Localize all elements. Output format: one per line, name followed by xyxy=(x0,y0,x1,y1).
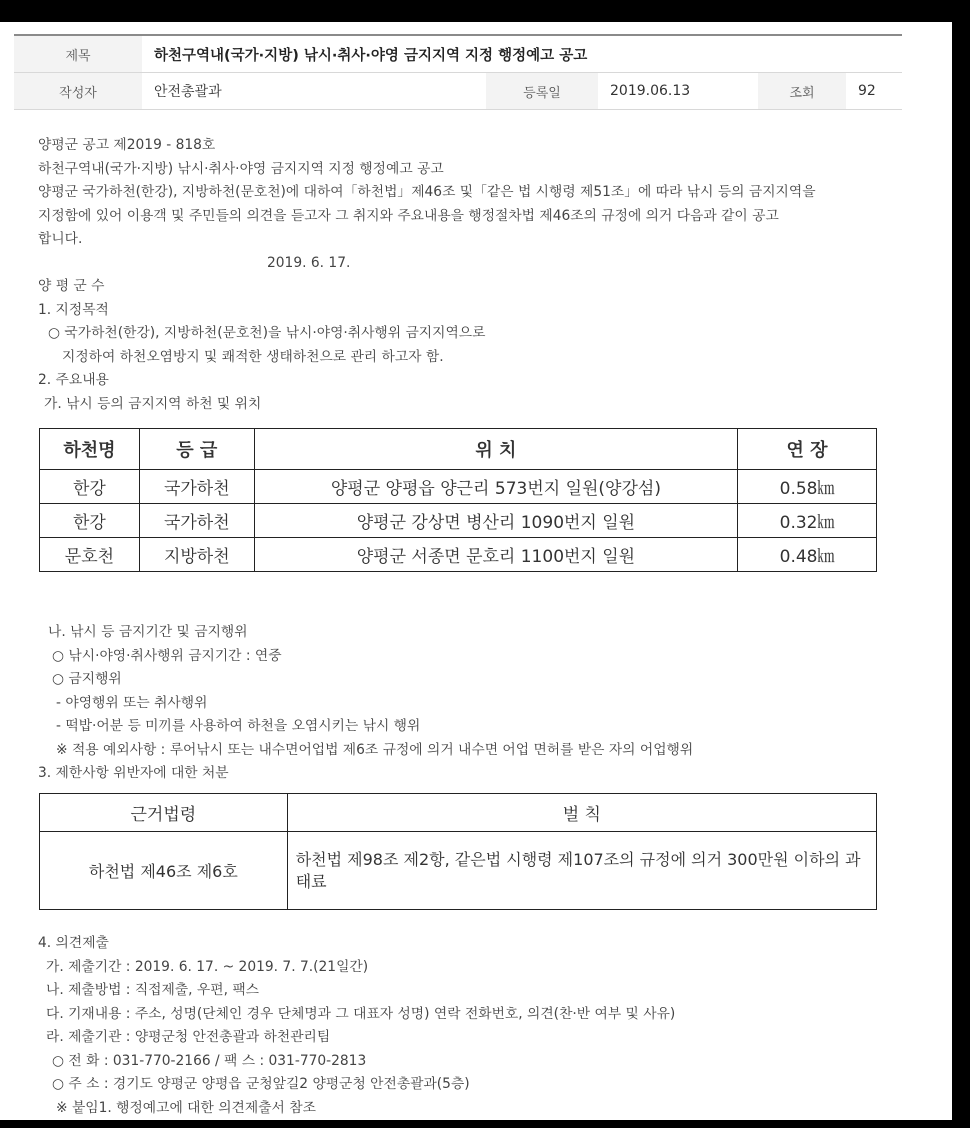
penalty-header-penalty: 벌 칙 xyxy=(287,794,876,832)
river-header-location: 위 치 xyxy=(254,429,737,470)
intro-line-2: 지정함에 있어 이용객 및 주민들의 의견을 듣고자 그 취지와 주요내용을 행정절차법 제46조의 규정에 의거 다음과 같이 공고 xyxy=(38,207,779,224)
post-body-section-4 xyxy=(38,932,888,1120)
river-grade: 국가하천 xyxy=(139,504,254,538)
table-row xyxy=(40,538,877,572)
section-2-b-line-2: ○ 금지행위 xyxy=(52,671,122,687)
river-location: 양평군 서종면 문호리 1100번지 일원 xyxy=(254,538,737,572)
section-2-b: 나. 낚시 등 금지기간 및 금지행위 xyxy=(48,624,248,640)
river-length: 0.58㎞ xyxy=(738,470,877,504)
bottom-border-bar xyxy=(0,1120,970,1128)
attachment-note: ※ 붙임1. 행정예고에 대한 의견제출서 참조 xyxy=(56,1099,316,1116)
penalty-header-law: 근거법령 xyxy=(40,794,288,832)
post-body-continued xyxy=(38,621,888,786)
date-label: 등록일 xyxy=(486,73,598,110)
notice-number: 양평군 공고 제2019 - 818호 xyxy=(38,137,216,153)
contact-phone-fax: ○ 전 화 : 031-770-2166 / 팩 스 : 031-770-2813 xyxy=(52,1052,367,1069)
author-label: 작성자 xyxy=(14,73,142,110)
river-location-table xyxy=(39,428,877,572)
views-value: 92 xyxy=(846,73,902,110)
penalty-table xyxy=(39,793,877,910)
river-grade: 지방하천 xyxy=(139,538,254,572)
views-label: 조회 xyxy=(758,73,846,110)
right-border-bar xyxy=(952,0,970,1128)
section-1-title: 1. 지정목적 xyxy=(38,301,109,318)
section-4-d: 라. 제출기관 : 양평군청 안전총괄과 하천관리팀 xyxy=(46,1029,331,1045)
section-1-line-2: 지정하여 하천오염방지 및 쾌적한 생태하천으로 관리 하고자 함. xyxy=(62,348,444,365)
penalty-detail: 하천법 제98조 제2항, 같은법 시행령 제107조의 규정에 의거 300만원 이하의 과태료 xyxy=(287,832,876,910)
section-2-a: 가. 낚시 등의 금지지역 하천 및 위치 xyxy=(44,395,262,412)
penalty-law: 하천법 제46조 제6호 xyxy=(40,832,288,910)
section-4-a: 가. 제출기간 : 2019. 6. 17. ~ 2019. 7. 7.(21일간) xyxy=(46,958,369,975)
table-row xyxy=(40,470,877,504)
section-4-b: 나. 제출방법 : 직접제출, 우편, 팩스 xyxy=(46,982,259,998)
river-header-name: 하천명 xyxy=(40,429,140,470)
river-length: 0.48㎞ xyxy=(738,538,877,572)
intro-line-3: 합니다. xyxy=(38,231,83,247)
section-2-b-line-4: - 떡밥·어분 등 미끼를 사용하여 하천을 오염시키는 낚시 행위 xyxy=(56,718,421,734)
river-length: 0.32㎞ xyxy=(738,504,877,538)
river-grade: 국가하천 xyxy=(139,470,254,504)
river-header-length: 연 장 xyxy=(738,429,877,470)
intro-line-1: 양평군 국가하천(한강), 지방하천(문호천)에 대하여「하천법」제46조 및「같은 법 시행령 제51조」에 따라 낚시 등의 금지지역을 xyxy=(38,184,816,200)
section-4-c: 다. 기재내용 : 주소, 성명(단체인 경우 단체명과 그 대표자 성명) 연락 전화번호, 의견(찬·반 여부 및 사유) xyxy=(46,1005,676,1022)
post-title: 하천구역내(국가·지방) 낚시·취사·야영 금지지역 지정 행정예고 공고 xyxy=(142,35,902,73)
river-location: 양평군 양평읍 양근리 573번지 일원(양강섬) xyxy=(254,470,737,504)
title-label: 제목 xyxy=(14,35,142,73)
post-body xyxy=(38,134,888,416)
contact-address: ○ 주 소 : 경기도 양평군 양평읍 군청앞길2 양평군청 안전총괄과(5층) xyxy=(52,1076,470,1092)
table-row xyxy=(40,832,877,910)
section-4-title: 4. 의견제출 xyxy=(38,935,109,951)
river-location: 양평군 강상면 병산리 1090번지 일원 xyxy=(254,504,737,538)
section-2-b-line-3: - 야영행위 또는 취사행위 xyxy=(56,694,208,711)
author-value: 안전총괄과 xyxy=(142,73,368,110)
issuer: 양 평 군 수 xyxy=(38,278,105,294)
section-2-title: 2. 주요내용 xyxy=(38,372,109,388)
river-header-grade: 등 급 xyxy=(139,429,254,470)
date-value: 2019.06.13 xyxy=(598,73,758,110)
section-1-line-1: ○ 국가하천(한강), 지방하천(문호천)을 낚시·야영·취사행위 금지지역으로 xyxy=(48,325,486,341)
notice-title: 하천구역내(국가·지방) 낚시·취사·야영 금지지역 지정 행정예고 공고 xyxy=(38,160,444,177)
top-border-bar xyxy=(0,0,970,22)
river-name: 문호천 xyxy=(40,538,140,572)
table-row xyxy=(40,504,877,538)
section-2-b-exception: ※ 적용 예외사항 : 루어낚시 또는 내수면어업법 제6조 규정에 의거 내수면 어업 면허를 받은 자의 어업행위 xyxy=(56,741,694,758)
post-meta-table xyxy=(14,34,902,110)
river-name: 한강 xyxy=(40,504,140,538)
section-2-b-line-1: ○ 낚시·야영·취사행위 금지기간 : 연중 xyxy=(52,647,282,664)
section-3-title: 3. 제한사항 위반자에 대한 처분 xyxy=(38,765,229,781)
river-name: 한강 xyxy=(40,470,140,504)
notice-date: 2019. 6. 17. xyxy=(267,254,351,271)
meta-spacer xyxy=(368,73,486,110)
